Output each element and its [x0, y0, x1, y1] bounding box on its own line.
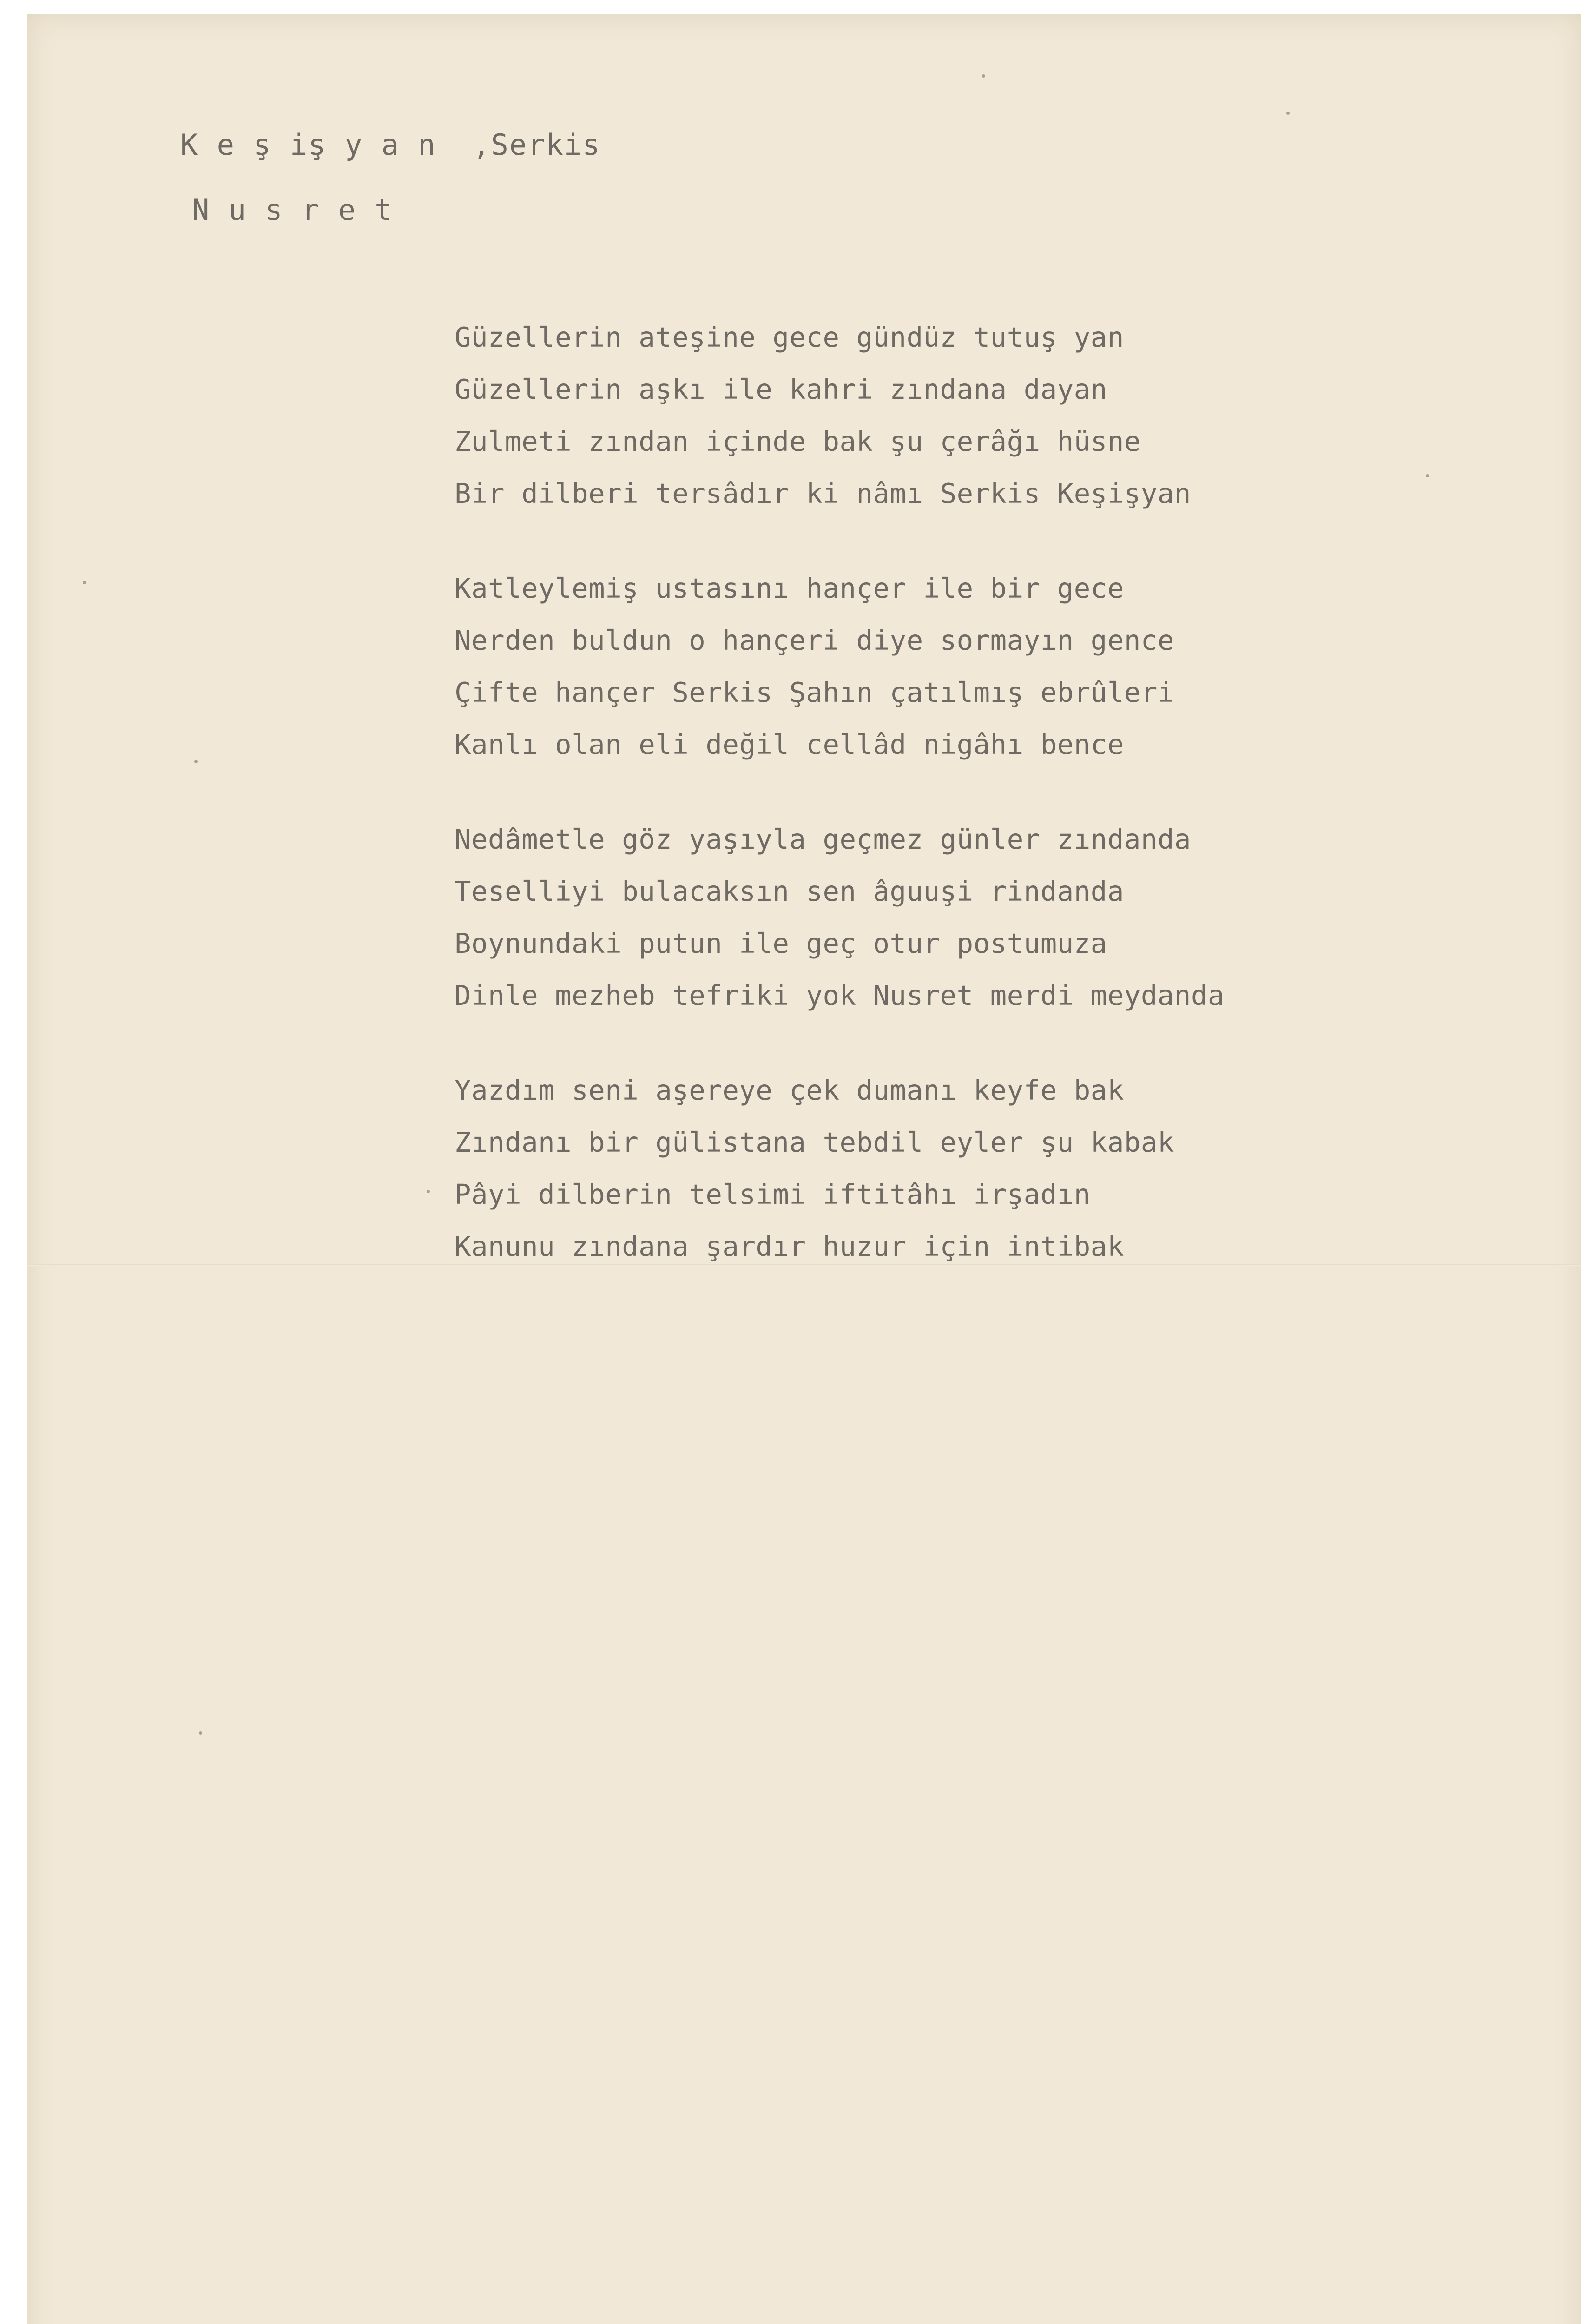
- paper-speck: [982, 74, 985, 78]
- stanza: [454, 813, 1225, 1022]
- verse-line: Nedâmetle göz yaşıyla geçmez günler zındanda: [454, 823, 1191, 855]
- verse-line: Güzellerin aşkı ile kahri zındana dayan: [454, 373, 1107, 405]
- paper-speck: [199, 1731, 202, 1735]
- paper-speck: [83, 581, 86, 584]
- verse-line: Kanunu zındana şardır huzur için intibak: [454, 1230, 1124, 1262]
- poem: [454, 311, 1225, 1315]
- verse-line: Boynundaki putun ile geç otur postumuza: [454, 927, 1107, 959]
- verse-line: Nerden buldun o hançeri diye sormayın gence: [454, 624, 1174, 656]
- pseudonym: N u s r e t: [192, 193, 393, 227]
- verse-line: Dinle mezheb tefriki yok Nusret merdi meydanda: [454, 979, 1225, 1011]
- paper-sheet: [27, 14, 1581, 2324]
- stanza: [454, 1064, 1225, 1273]
- paper-speck: [427, 1190, 430, 1193]
- verse-line: Zulmeti zından içinde bak şu çerâğı hüsne: [454, 425, 1141, 457]
- verse-line: Kanlı olan eli değil cellâd nigâhı bence: [454, 728, 1124, 760]
- verse-line: Çifte hançer Serkis Şahın çatılmış ebrûleri: [454, 676, 1174, 708]
- paper-speck: [1426, 474, 1429, 477]
- author-name: K e ş iş y a n ,Serkis: [180, 128, 601, 162]
- verse-line: Güzellerin ateşine gece gündüz tutuş yan: [454, 321, 1124, 353]
- stanza: [454, 311, 1225, 520]
- verse-line: Katleylemiş ustasını hançer ile bir gece: [454, 572, 1124, 604]
- verse-line: Bir dilberi tersâdır ki nâmı Serkis Keşişyan: [454, 477, 1191, 509]
- verse-line: Teselliyi bulacaksın sen âguuşi rindanda: [454, 875, 1124, 907]
- verse-line: Yazdım seni aşereye çek dumanı keyfe bak: [454, 1074, 1124, 1106]
- stanza: [454, 562, 1225, 771]
- paper-speck: [194, 760, 198, 763]
- verse-line: Zındanı bir gülistana tebdil eyler şu kabak: [454, 1126, 1174, 1158]
- paper-speck: [1286, 112, 1290, 115]
- verse-line: Pâyi dilberin telsimi iftitâhı irşadın: [454, 1178, 1091, 1210]
